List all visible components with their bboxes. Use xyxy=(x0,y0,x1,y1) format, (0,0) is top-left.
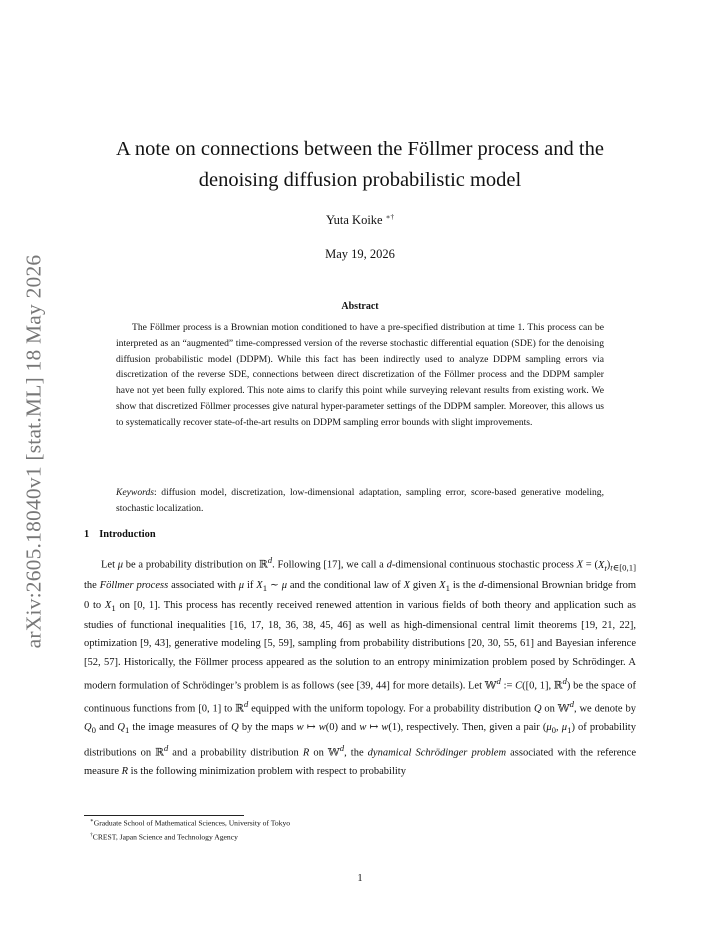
footnote-mark-1: ∗ xyxy=(90,818,94,824)
footnote-rule xyxy=(84,815,244,816)
keywords-label: Keywords xyxy=(116,487,155,498)
paper-date: May 19, 2026 xyxy=(325,247,395,261)
section-heading xyxy=(84,529,156,540)
footnote-mark-2: † xyxy=(90,832,93,838)
abstract-text: The Föllmer process is a Brownian motion conditioned to have a pre-specified distribution at time 1. This process can be interpreted as an “augmented” time-compressed version of the reverse stochastic differential equation (SDE) for the denoising diffusion probabilistic model (DDPM). While this fact has been indirectly used to analyze DDPM sampling errors via discretization of the reverse SDE, connections between direct discretization of the Föllmer process and the DDPM sampler have not yet been fully explored. This note aims to clarify this point while surveying relevant results from existing work. We show that discretized Föllmer processes give natural hyper-parameter settings of the DDPM sampler. Moreover, this allows us to systematically recover state-of-the-art results on DDPM sampling error bounds with slight improvements. xyxy=(116,322,604,428)
keywords-list: : diffusion model, discretization, low-dimensional adaptation, sampling error, score-based generative modeling, stochastic localization. xyxy=(116,487,604,514)
footnote-affiliation-2: †CREST, Japan Science and Technology Agency xyxy=(90,832,238,842)
author-line xyxy=(0,213,720,228)
section-number: 1 xyxy=(84,529,90,540)
abstract-heading: Abstract xyxy=(341,301,379,312)
keywords-paragraph xyxy=(116,485,604,517)
page-number: 1 xyxy=(357,873,363,884)
author-footnote-marks: ∗† xyxy=(385,213,394,221)
section-title: Introduction xyxy=(99,529,156,540)
paper-title: A note on connections between the Föllmer process and the denoising diffusion probabilistic model xyxy=(116,138,604,191)
arxiv-identifier: arXiv:2605.18040v1 [stat.ML] 18 May 2026 xyxy=(21,254,46,648)
footnote-affiliation-1: ∗Graduate School of Mathematical Sciences, University of Tokyo xyxy=(90,818,291,828)
author-name: Yuta Koike xyxy=(326,213,383,228)
introduction-paragraph: Let μ be a probability distribution on ℝ$^d$. Following [17], we call a d-dimensional continuous stochastic process $X = (X_t)_{t\in[0,1]}$ the Föllmer process associated with μ if $X_1$ ∼ μ and the conditional law of X given $X_1$ is the d-dimensional Brownian bridge from 0 to $X_1$ on [0, 1]. This process has recently received renewed attention in various fields of both theory and application such as studies of functional inequalities [16, 17, 18, 36, 38, 45, 46] as well as high-dimensional central limit theorems [19, 21, 22], optimization [9, 43], generative modeling [5, 59], sampling from probability distributions [20, 30, 55, 61] and Bayesian inference [52, 57]. Historically, the Föllmer process appeared as the solution to an entropy minimization problem posed by Schrödinger. A modern formulation of Schrödinger’s problem is as follows (see [39, 44] for more details). Let 𝕎$^d$ := C([0, 1], ℝ$^d$) be the space of continuous functions from [0, 1] to ℝ$^d$ equipped with the uniform topology. For a probability distribution Q on 𝕎$^d$, we denote by $Q_0$ and $Q_1$ the image measures of Q by the maps w ↦ w(0) and w ↦ w(1), respectively. Then, given a pair ($\mu_0$, $\mu_1$) of probability distributions on ℝ$^d$ and a probability distribution R on 𝕎$^d$, the dynamical Schrödinger problem associated with the reference measure R is the following minimization problem with respect to probability xyxy=(84,555,636,777)
